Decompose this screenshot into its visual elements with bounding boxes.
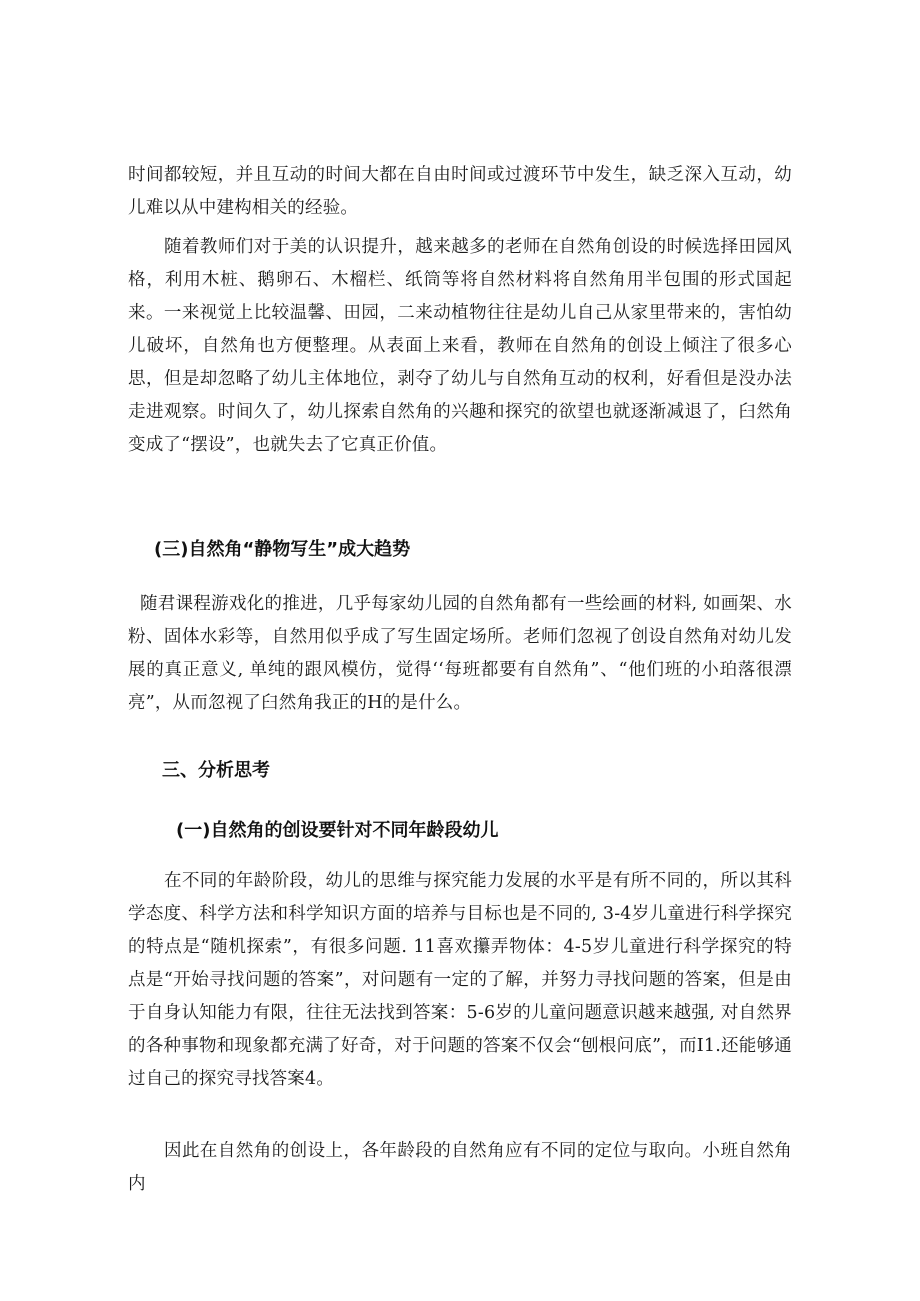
- paragraph-interaction-time: 时间都较短，并且互动的时间大都在自由时间或过渡环节中发生，缺乏深入互动，幼儿难以从中建构相关的经验。: [128, 165, 792, 218]
- paragraph-age-stages: 在不同的年龄阶段，幼儿的思维与探究能力发展的水平是有所不同的，所以其科学态度、科学方法和科学知识方面的培养与目标也是不同的, 3-4岁儿童进行科学探究的特点是“随机探索”，有很多问题. 11喜欢攥弄物体：4-5岁儿童进行科学探究的特点是“开始寻找问题的答案”，对问题有一定的了解，并努力寻找问题的答案，但是由于自身认知能力有限，往往无法找到答案：5-6岁的儿童问题意识越来越强, 对自然界的各种事物和现象都充满了好奇，对于问题的答案不仅会“刨根问底”，而I1.还能够通过自己的探究寻找答案4。: [128, 871, 792, 1089]
- section-heading-analysis: 三、分析思考: [162, 760, 270, 781]
- paragraph-pastoral-style: 随着教师们对于美的认识提升，越来越多的老师在自然角创设的时候选择田园风格，利用木桩、鹅卵石、木榴栏、纸筒等将自然材料将自然角用半包围的形式国起来。一来视觉上比较温馨、田园，二来动植物往往是幼儿自己从家里带来的，害怕幼儿破坏，自然角也方便整理。从表面上来看，教师在自然角的创设上倾注了很多心思，但是却忽略了幼儿主体地位，剥夺了幼儿与自然角互动的权利，好看但是没办法走进观察。时间久了，幼儿探索自然角的兴趣和探究的欲望也就逐渐减退了，臼然角变成了“摆设”，也就失去了它真正价值。: [128, 237, 792, 455]
- section-heading-still-life: (三)自然角“静物写生”成大趋势: [154, 539, 411, 560]
- paragraph-still-life-trend: 随君课程游戏化的推进，几乎每家幼儿园的自然角都有一些绘画的材料, 如画架、水粉、固体水彩等，自然用似乎成了写生固定场所。老师们忽视了创设自然角对幼儿发展的真正意义, 单纯的跟风模仿，觉得‘‘每班都要有自然角”、“他们班的小珀落很漂亮”，从而忽视了臼然角我正的H的是什么。: [128, 594, 792, 713]
- section-heading-age-groups: (一)自然角的创设要针对不同年龄段幼儿: [176, 820, 499, 841]
- paragraph-positioning: 因此在自然角的创设上，各年龄段的自然角应有不同的定位与取向。小班自然角内: [128, 1141, 792, 1194]
